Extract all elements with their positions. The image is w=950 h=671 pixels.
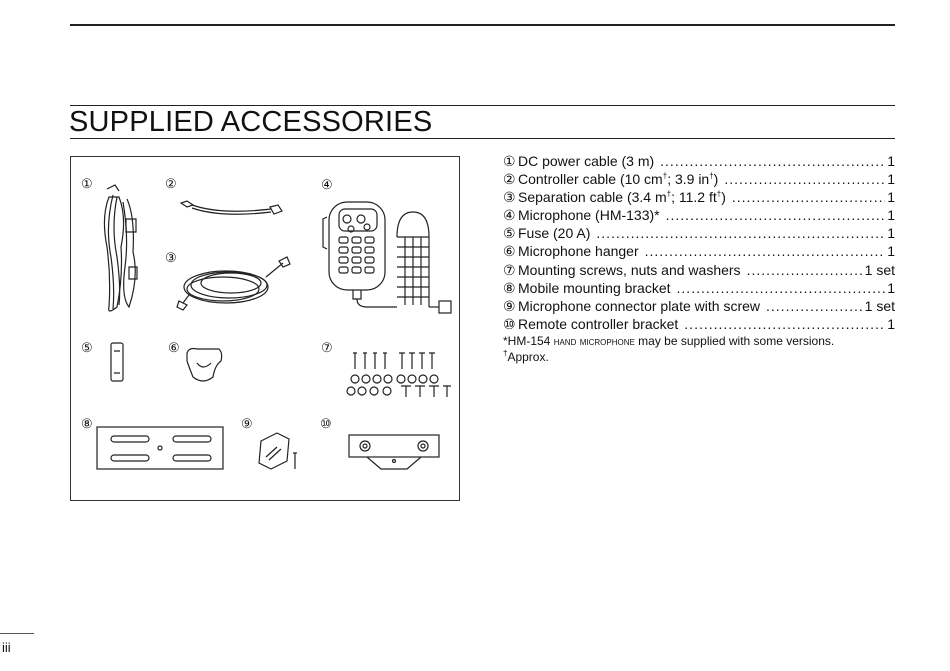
approx-note: †Approx.	[503, 348, 549, 364]
list-item: ⑤ Fuse (20 A) ..... 1	[503, 224, 895, 242]
dc-power-cable-drawing	[104, 185, 137, 311]
list-item: ⑥ Microphone hanger ..... 1	[503, 242, 895, 260]
controller-cable-drawing	[181, 201, 282, 214]
figure-label-10: ⑩	[320, 416, 332, 431]
mobile-mounting-bracket-drawing	[97, 427, 223, 469]
figure-label-9: ⑨	[241, 416, 253, 431]
list-item: ③ Separation cable (3.4 m†; 11.2 ft†) ..... 1	[503, 188, 895, 206]
figure-label-3: ③	[165, 250, 177, 265]
separation-cable-drawing	[177, 257, 290, 310]
page-number: iii	[2, 640, 11, 655]
list-item: ⑧ Mobile mounting bracket ..... 1	[503, 279, 895, 297]
figure-label-5: ⑤	[81, 340, 93, 355]
top-rule	[70, 24, 895, 26]
fuse-drawing	[111, 343, 123, 381]
figure-label-8: ⑧	[81, 416, 93, 431]
accessories-list	[503, 152, 895, 365]
hm154-note: *HM-154 hand microphone may be supplied with some versions.	[503, 333, 835, 348]
list-item: ⑨ Microphone connector plate with screw ..... 1 set	[503, 297, 895, 315]
list-item: ④ Microphone (HM-133)* ..... 1	[503, 206, 895, 224]
figure-label-1: ①	[81, 176, 93, 191]
microphone-hanger-drawing	[187, 349, 222, 382]
accessories-illustration	[70, 156, 460, 501]
page-number-rule	[0, 633, 34, 634]
page-title: SUPPLIED ACCESSORIES	[69, 106, 433, 138]
figure-label-7: ⑦	[321, 340, 333, 355]
figure-label-4: ④	[321, 177, 333, 192]
list-item: ① DC power cable (3 m) ..... 1	[503, 152, 895, 170]
title-rule-bottom	[70, 138, 895, 139]
microphone-drawing	[323, 202, 451, 313]
list-item: ⑩ Remote controller bracket ..... 1	[503, 315, 895, 333]
figure-label-6: ⑥	[168, 340, 180, 355]
connector-plate-drawing	[259, 433, 297, 469]
accessories-drawing	[71, 157, 461, 502]
remote-controller-bracket-drawing	[349, 435, 439, 469]
list-item: ② Controller cable (10 cm†; 3.9 in†) ..... 1	[503, 170, 895, 188]
list-item: ⑦ Mounting screws, nuts and washers ..... 1 set	[503, 261, 895, 279]
screws-nuts-washers-drawing	[347, 353, 451, 397]
figure-label-2: ②	[165, 176, 177, 191]
